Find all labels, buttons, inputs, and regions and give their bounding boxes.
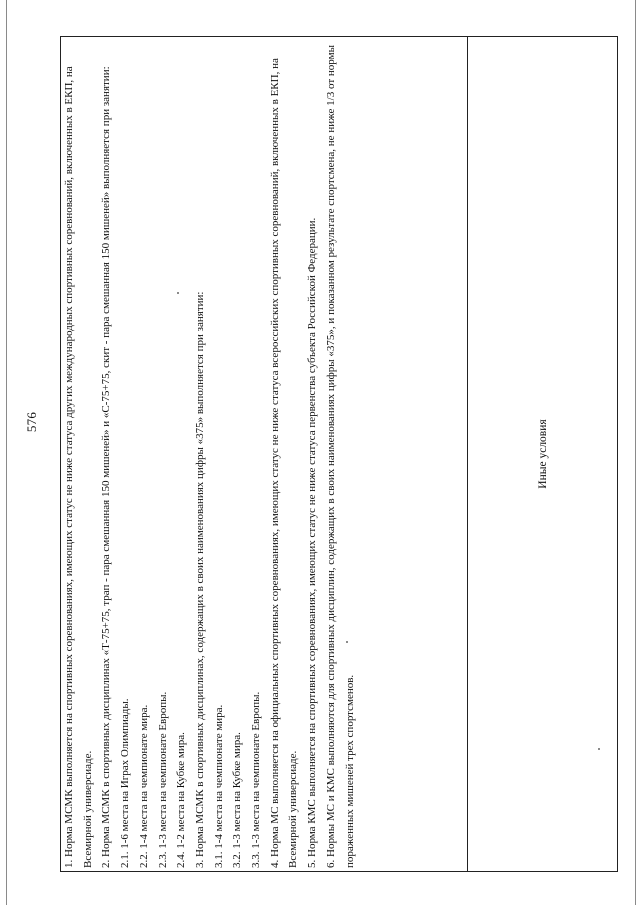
condition-item: 1. Норма МСМК выполняется на спортивных соревнованиях, имеющих статус не ниже статуса других международных спортивных соревнований, включенных в ЕКП, на Всемирной универсиаде. — [63, 66, 94, 868]
condition-item: 4. Норма МС выполняется на официальных спортивных соревнованиях, имеющих статус не ниже статуса всероссийских спортивных соревнований, включенных в ЕКП, на Всемирной универсиаде. — [268, 58, 300, 868]
condition-item: 3. Норма МСМК в спортивных дисциплинах, содержащих в своих наименованиях цифры «375» выполняется при занятии: — [193, 291, 206, 868]
conditions-text-block — [60, 36, 618, 872]
condition-item: 2.3. 1-3 места на чемпионате Европы. — [156, 691, 169, 868]
condition-item: 5. Норма КМС выполняется на спортивных соревнованиях, имеющих статус не ниже статуса первенства субъекта Российской Федерации. — [306, 217, 319, 868]
condition-item: 6. Нормы МС и КМС выполняются для спортивных дисциплин, содержащих в своих наименованиях цифры «375», и показанном результате спортсмена, не ниже 1/3 от нормы пораженных мишеней трех спортсменов. — [324, 45, 356, 868]
condition-item: 3.1. 1-4 места на чемпионате мира. — [212, 704, 225, 868]
page-number: 576 — [24, 411, 39, 433]
condition-item: 2.4. 1-2 места на Кубке мира. — [175, 732, 188, 868]
condition-item: 3.3. 1-3 места на чемпионате Европы. — [250, 691, 263, 868]
row-label-other-conditions: Иные условия — [536, 419, 549, 489]
condition-item: 2. Норма МСМК в спортивных дисциплинах «Т-75+75, трап - пара смешанная 150 мишеней» и «С-75+75, скит - пара смешанная 150 мишеней» выполняется при занятии: — [100, 66, 113, 868]
condition-item: 3.2. 1-3 места на Кубке мира. — [231, 732, 244, 868]
condition-item: 2.2. 1-4 места на чемпионате мира. — [137, 704, 150, 868]
page-edge-right — [635, 0, 636, 905]
page-edge-left — [6, 0, 7, 905]
condition-item: 2.1. 1-6 места на Играх Олимпиады. — [119, 698, 132, 868]
